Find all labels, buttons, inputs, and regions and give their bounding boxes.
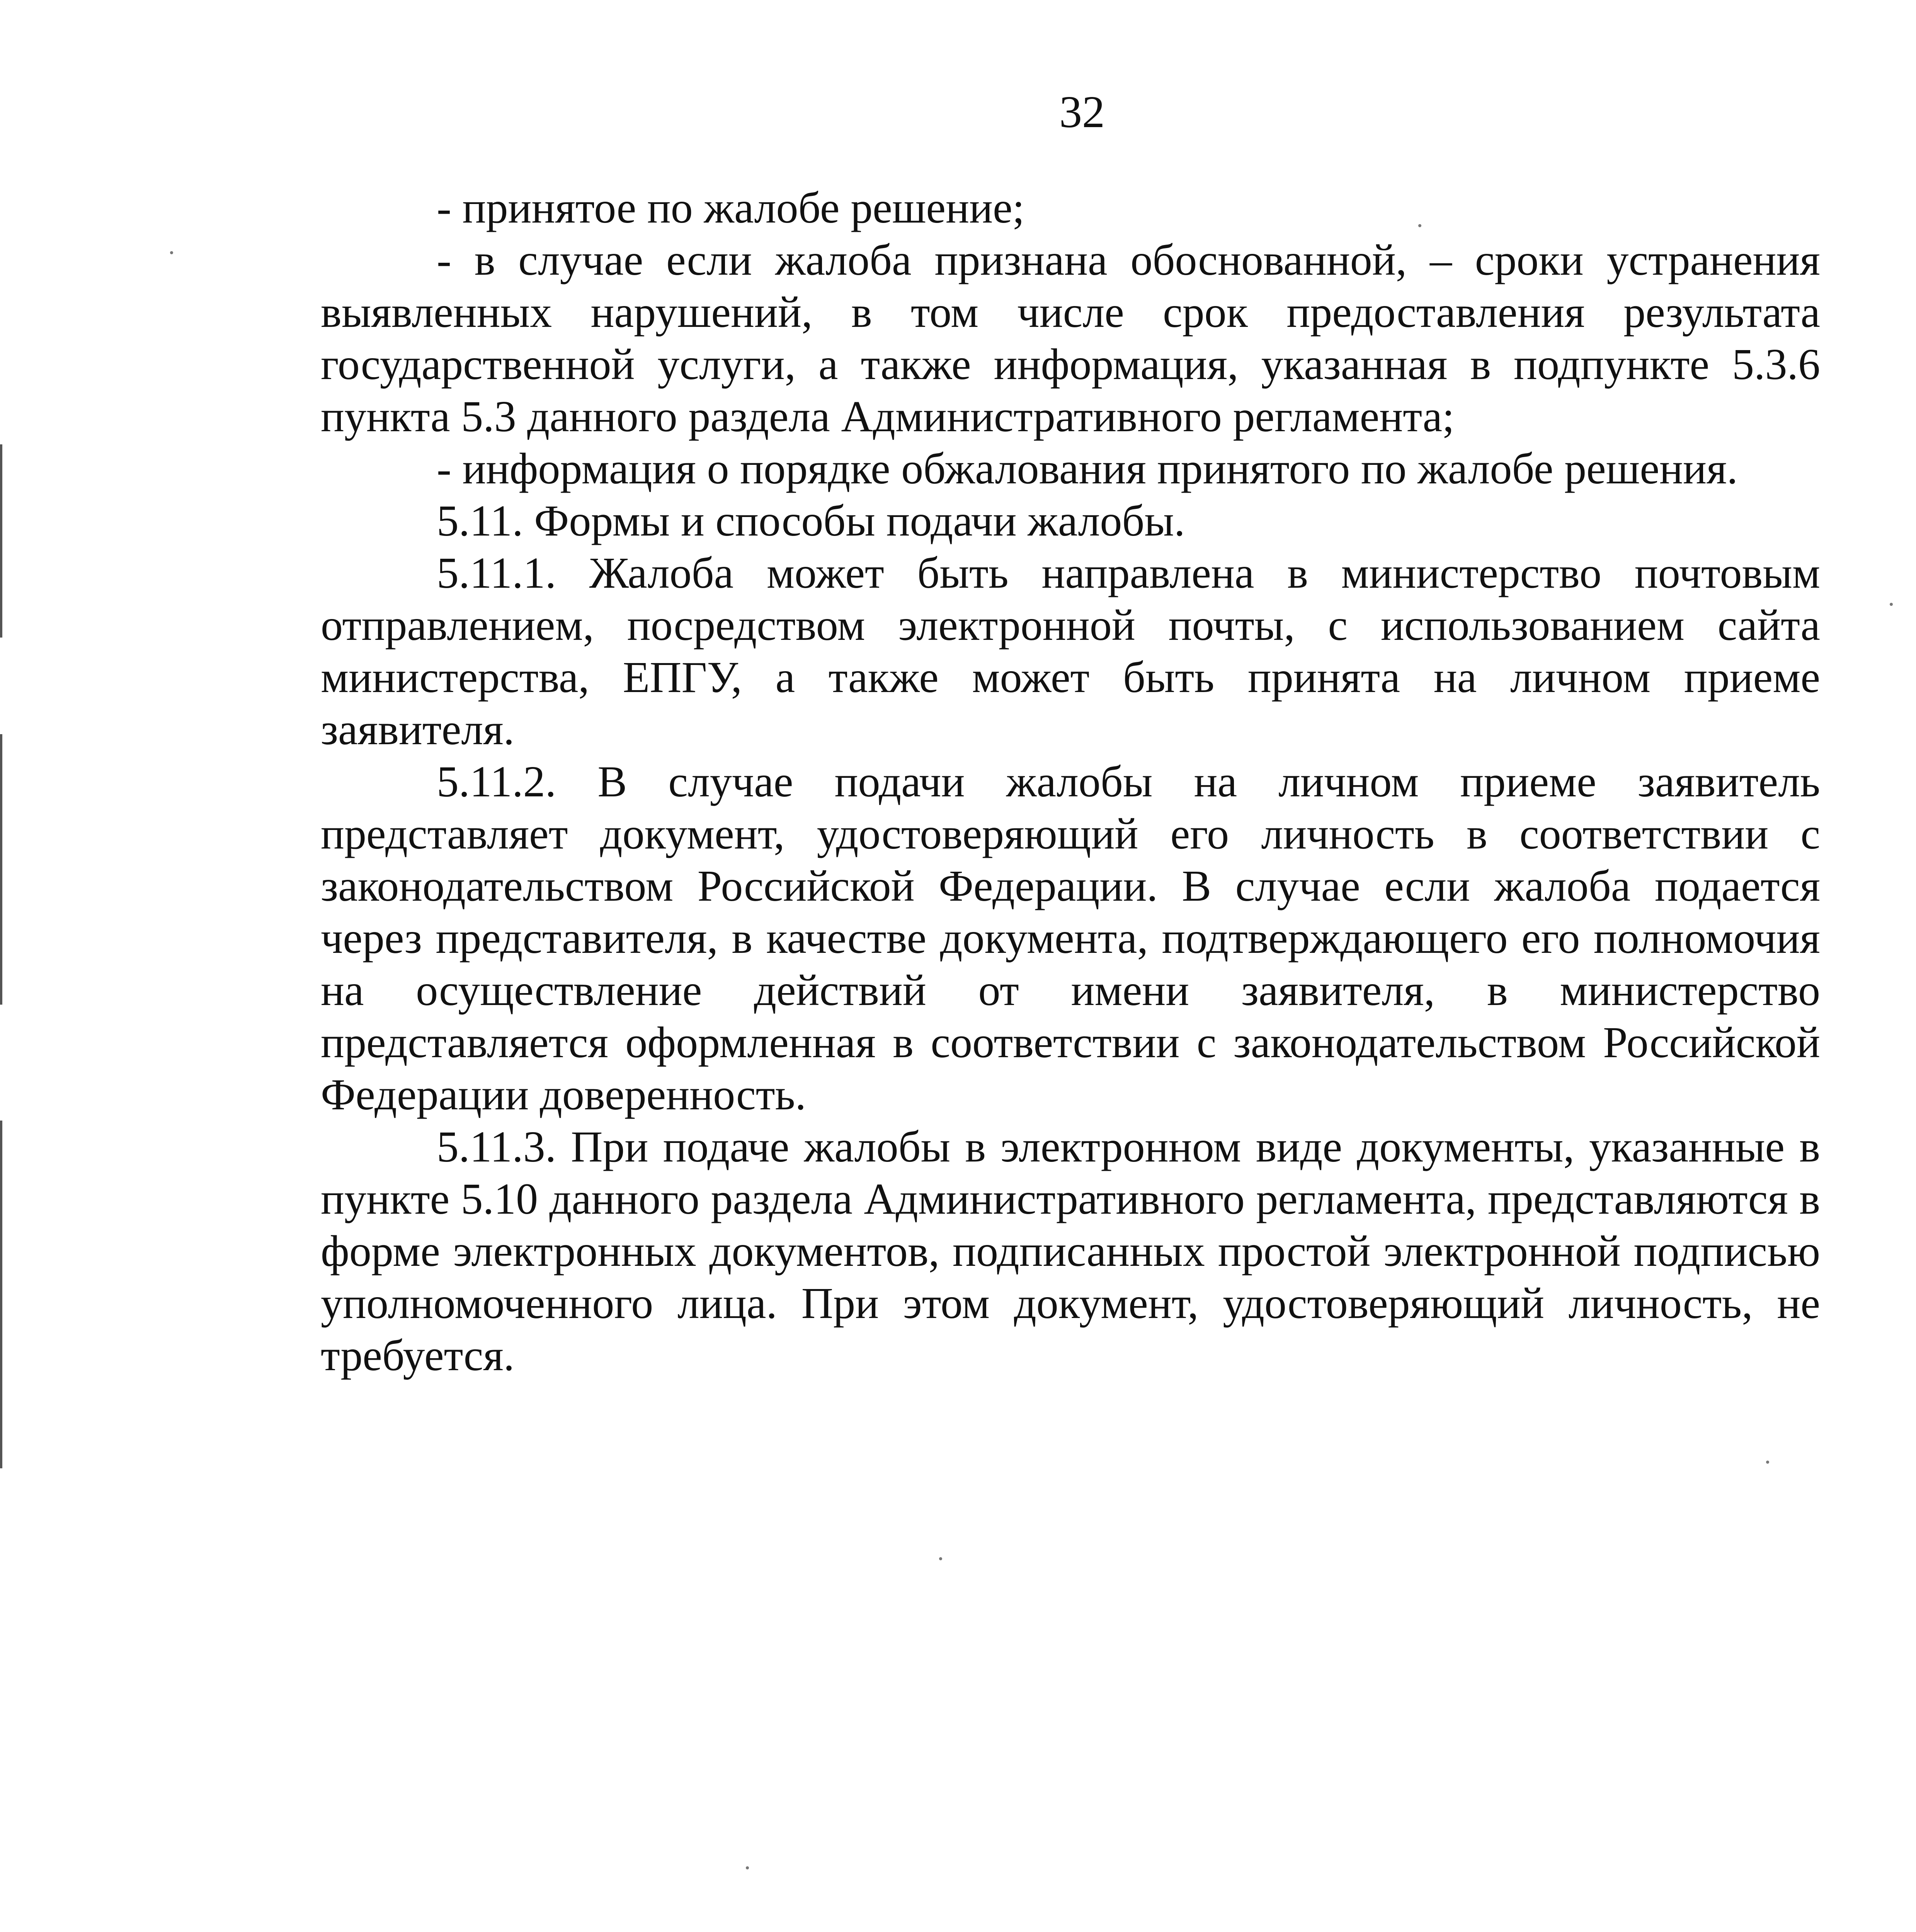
scan-speck <box>939 1557 942 1560</box>
paragraph-5-11-3: 5.11.3. При подаче жалобы в электронном виде документы, указанные в пункте 5.10 данного раздела Административного регламента, представляются в форме электронных документов, подписанных простой электронной подписью уполномоченного лица. При этом документ, удостоверяющий личность, не требуется. <box>321 1122 1820 1380</box>
scan-edge-line <box>0 1121 2 1468</box>
paragraph-decision: - принятое по жалобе решение; <box>437 183 1025 232</box>
paragraph-appeal-procedure: - информация о порядке обжалования принятого по жалобе решения. <box>437 444 1738 493</box>
scan-speck <box>1766 1461 1769 1464</box>
page-number: 32 <box>1059 87 1105 137</box>
scan-speck <box>170 251 173 254</box>
scan-speck <box>1890 603 1893 606</box>
paragraph-5-11-1: 5.11.1. Жалоба может быть направлена в министерство почтовым отправлением, посредством электронной почты, с использованием сайта министерства, ЕПГУ, а также может быть принята на личном приеме заявителя. <box>321 548 1820 754</box>
paragraph-justified-complaint: - в случае если жалоба признана обоснованной, – сроки устранения выявленных нарушений, в том числе срок предоставления результата государственной услуги, а также информация, указанная в подпункте 5.3.6 пункта 5.3 данного раздела Административного регламента; <box>321 235 1820 441</box>
paragraph-5-11-2: 5.11.2. В случае подачи жалобы на личном приеме заявитель представляет документ, удостоверяющий его личность в соответствии с законодательством Российской Федерации. В случае если жалоба подается через представителя, в качестве документа, подтверждающего его полномочия на осуществление действий от имени заявителя, в министерство представляется оформленная в соответствии с законодательством Российской Федерации доверенность. <box>321 757 1820 1119</box>
scan-speck <box>746 1866 749 1869</box>
scan-edge-line <box>0 444 2 638</box>
scan-edge-line <box>0 734 2 1005</box>
document-body <box>321 182 1820 1381</box>
section-heading-5-11: 5.11. Формы и способы подачи жалобы. <box>437 496 1185 545</box>
